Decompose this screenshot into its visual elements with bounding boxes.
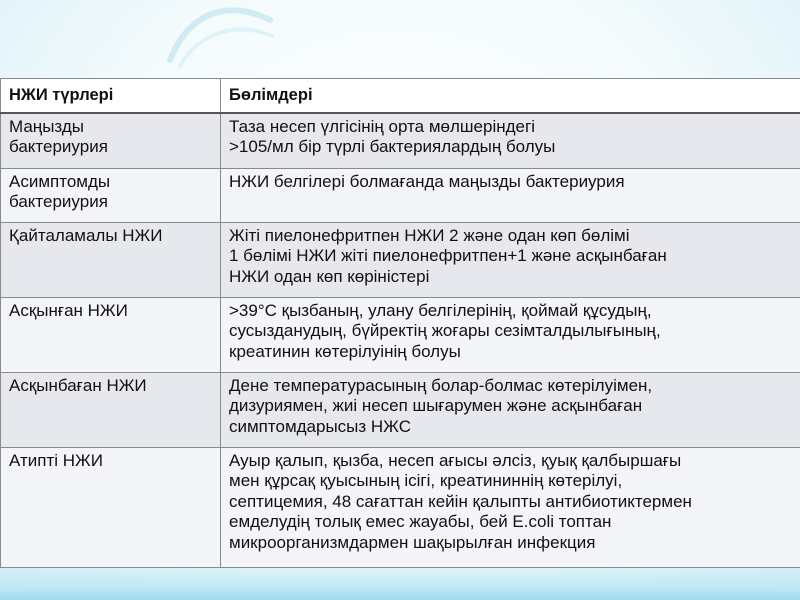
uti-type-line: Қайталамалы НЖИ [9,225,163,245]
uti-type-line: Атипті НЖИ [9,450,103,470]
uti-description-cell [221,222,800,297]
uti-description-line: сусызданудың, бүйректің жоғары сезімталдылығының, [229,321,661,340]
table-row [1,113,800,169]
table-row [1,297,800,372]
uti-description-cell [221,447,800,567]
uti-description-line: креатинин көтерілуінің болуы [229,341,461,361]
uti-description-cell [221,113,800,169]
uti-description-line: Жіті пиелонефритпен НЖИ 2 және одан көп бөлімі [229,225,630,245]
table-row [1,447,800,567]
uti-type-line: Маңызды [9,116,84,136]
uti-type-line: Асқынған НЖИ [9,300,128,320]
table-row [1,168,800,222]
uti-description-line: Ауыр қалып, қызба, несеп ағысы әлсіз, қуық қалбыршағы [229,450,682,470]
uti-description-line: емделудің толық емес жауабы, бей E.coli топтан [229,512,612,531]
uti-type-cell [1,222,221,297]
uti-types-table [0,78,800,568]
uti-description-line: НЖИ белгілері болмағанда маңызды бактериурия [229,171,625,191]
uti-type-line: бактериурия [9,137,108,156]
uti-description-line: септицемия, 48 сағаттан кейін қалыпты антибиотиктермен [229,491,692,511]
uti-type-cell [1,297,221,372]
uti-type-cell [1,372,221,447]
uti-description-line: Таза несеп үлгісінің орта мөлшеріндегі [229,116,535,136]
uti-type-line: бактериурия [9,192,108,211]
table-row [1,372,800,447]
uti-type-line: Асимптомды [9,171,111,191]
uti-description-line: симптомдарысыз НЖС [229,416,411,436]
uti-description-line: мен құрсақ қуысының ісігі, креатининнің көтерілуі, [229,471,623,490]
uti-description-line: микроорганизмдармен шақырылған инфекция [229,532,596,552]
column-header-types: НЖИ түрлері [1,79,221,113]
uti-description-cell [221,168,800,222]
uti-description-line: >39°С қызбаның, улану белгілерінің, қоймай құсудың, [229,300,652,320]
uti-description-line: Дене температурасының болар-болмас көтерілуімен, [229,375,653,395]
column-header-sections: Бөлімдері [221,79,800,113]
uti-description-cell [221,372,800,447]
uti-description-line: 1 бөлімі НЖИ жіті пиелонефритпен+1 және асқынбаған [229,246,667,265]
decorative-swirl-icon [160,0,280,70]
uti-type-cell [1,447,221,567]
uti-description-line: дизуриямен, жиі несеп шығарумен және асқынбаған [229,396,643,415]
uti-type-cell [1,113,221,169]
uti-description-line: НЖИ одан көп көріністері [229,266,430,286]
uti-description-line: >105/мл бір түрлі бактериялардың болуы [229,137,556,156]
uti-type-cell [1,168,221,222]
uti-description-cell [221,297,800,372]
uti-table-container [0,78,800,568]
uti-type-line: Асқынбаған НЖИ [9,375,147,395]
table-header-row [1,79,800,113]
table-row [1,222,800,297]
